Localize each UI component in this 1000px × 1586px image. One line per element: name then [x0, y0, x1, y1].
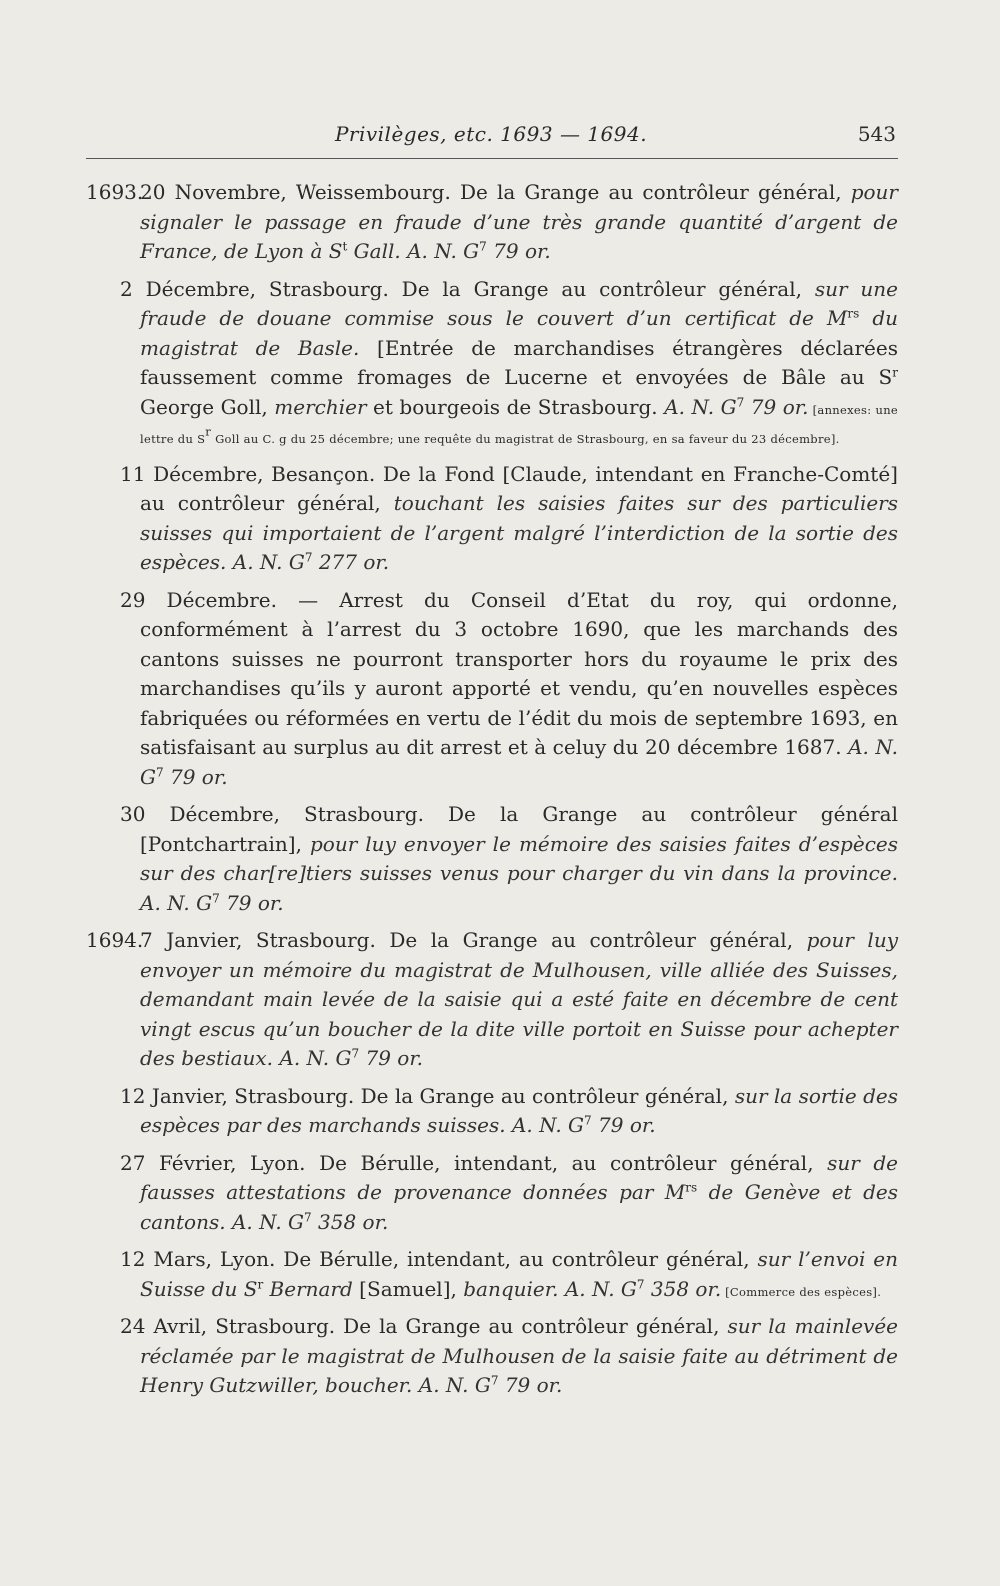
entry-summary: pour luy envoyer le mémoire des saisies faites d’espèces sur des char[re]tiers suisses venus pour charger du vin dans la province. A. N. G: [140, 831, 898, 915]
entry-text: et bourgeois de Strasbourg.: [366, 394, 665, 419]
superscript: 7: [155, 764, 164, 779]
superscript: r: [205, 424, 212, 439]
entry-1693-11-20: [86, 178, 898, 267]
entry-summary: Bernard: [263, 1276, 353, 1301]
entry-year: 1693.: [86, 180, 144, 204]
running-title: Privilèges, etc. 1693 — 1694.: [334, 122, 648, 146]
entry-1694-01-12: [86, 1082, 898, 1141]
entry-reference: A. N. G: [140, 735, 898, 789]
entry-1693-12-02: [86, 275, 898, 452]
entry-summary: sur une fraude de douane commise sous le couvert d’un certificat de M: [140, 276, 898, 330]
document-body: [86, 178, 898, 1409]
entry-reference: 358 or.: [311, 1209, 389, 1234]
entry-reference: 79 or.: [359, 1046, 424, 1070]
entry-summary: touchant les saisies faites sur des particuliers suisses qui importaient de l’argent malgré l’interdiction de la sortie des espèces. A. N. G: [140, 491, 899, 574]
entry-date: 20 Novembre, Weissembourg.: [140, 180, 451, 204]
superscript: 7: [304, 1209, 312, 1224]
entry-reference: 79 or.: [486, 239, 551, 263]
superscript: t: [342, 239, 348, 254]
entry-text: De la Grange au contrôleur général,: [450, 180, 851, 204]
entry-date: 12 Janvier, Strasbourg.: [120, 1083, 355, 1108]
entry-1694-03-12: [86, 1245, 898, 1304]
header-rule: [86, 158, 898, 159]
superscript: 7: [584, 1113, 592, 1128]
entry-text: De la Grange au contrôleur général,: [375, 928, 807, 952]
superscript: 7: [636, 1276, 645, 1291]
entry-summary: pour signaler le passage en fraude d’une très grande quantité d’argent de France, de Lyon à S: [140, 180, 898, 263]
page-header: [86, 122, 896, 152]
entry-1694-01-07: [86, 926, 898, 1074]
superscript: 7: [736, 394, 745, 409]
entry-note: [annexes: une lettre du S: [140, 402, 899, 446]
entry-reference: 79 or.: [219, 890, 284, 915]
entry-text: — Arrest du Conseil d’Etat du roy, qui ordonne, conformément à l’arrest du 3 octobre 1690, que les marchands des cantons suisses ne pourront transporter hors du royaume le prix des marchandises qu’ils y auront apporté et vendu, qu’en nouvelles espèces fabriquées ou réformées en vertu de l’édit du mois de septembre 1693, en satisfaisant au surplus au dit arrest et à celuy du 20 décembre 1687.: [140, 587, 898, 759]
entry-reference: 79 or.: [591, 1113, 656, 1137]
entry-text: De la Grange au contrôleur général [Pontchartrain],: [140, 802, 898, 856]
superscript: 7: [212, 890, 220, 905]
entry-reference: A. N. G: [664, 394, 737, 419]
entry-summary: du magistrat de Basle.: [140, 306, 898, 360]
entry-summary: banquier. A. N. G: [463, 1276, 637, 1301]
superscript: rs: [847, 306, 860, 321]
entry-1693-12-29: [86, 586, 898, 793]
entry-1694-04-24: [86, 1312, 898, 1401]
entry-text: De la Grange au contrôleur général,: [388, 276, 815, 301]
superscript: r: [892, 365, 898, 380]
entry-reference: 79 or.: [744, 394, 809, 419]
entry-text: George Goll,: [140, 394, 275, 419]
entry-date: 30 Décembre, Strasbourg.: [120, 802, 424, 826]
entry-reference: 277 or.: [312, 550, 390, 574]
entry-1693-12-30: [86, 800, 898, 918]
entry-reference: 79 or.: [498, 1373, 563, 1397]
superscript: 7: [351, 1046, 360, 1061]
entry-1694-02-27: [86, 1149, 898, 1238]
entry-year: 1694.: [86, 928, 144, 952]
entry-date: 29 Décembre.: [120, 587, 277, 612]
entry-1693-12-11: [86, 460, 898, 578]
page-number: 543: [857, 122, 896, 146]
entry-reference: Gall. A. N. G: [347, 239, 480, 263]
superscript: rs: [685, 1180, 698, 1195]
superscript: 7: [304, 550, 313, 565]
entry-date: 2 Décembre, Strasbourg.: [120, 276, 389, 301]
entry-date: 24 Avril, Strasbourg.: [120, 1314, 336, 1338]
entry-note: Goll au C. g du 25 décembre; une requête du magistrat de Strasbourg, en sa faveur du 23 décembre].: [211, 432, 840, 446]
entry-text: [Samuel],: [352, 1276, 464, 1301]
entry-text: De la Grange au contrôleur général,: [335, 1314, 728, 1338]
entry-reference: 79 or.: [163, 764, 228, 789]
entry-text: De la Grange au contrôleur général,: [354, 1083, 735, 1108]
superscript: 7: [490, 1373, 499, 1388]
entry-text: De Bérulle, intendant, au contrôleur général,: [305, 1150, 828, 1175]
entry-text: De Bérulle, intendant, au contrôleur général,: [275, 1247, 758, 1271]
entry-reference: 358 or.: [644, 1276, 722, 1301]
superscript: 7: [479, 239, 487, 254]
entry-summary: sur l’envoi en Suisse du S: [140, 1247, 898, 1301]
superscript: r: [257, 1276, 264, 1291]
entry-summary: pour luy envoyer un mémoire du magistrat de Mulhousen, ville alliée des Suisses, demandant main levée de la saisie qui a esté faite en décembre de cent vingt escus qu’un boucher de la dite ville portoit en Suisse pour achepter des bestiaux. A. N. G: [140, 928, 898, 1070]
entry-text: [Entrée de marchandises étrangères déclarées faussement comme fromages de Lucerne et envoyées de Bâle au S: [140, 335, 898, 389]
entry-date: 11 Décembre, Besançon.: [120, 461, 376, 486]
entry-text: De la Fond [Claude, intendant en Franche-Comté] au contrôleur général,: [140, 461, 898, 515]
entry-summary: sur de fausses attestations de provenance données par M: [140, 1150, 899, 1204]
entry-summary: sur la sortie des espèces par des marchands suisses. A. N. G: [140, 1083, 898, 1137]
entry-summary: de Genève et des cantons. A. N. G: [140, 1180, 898, 1234]
entry-date: 27 Février, Lyon.: [120, 1150, 306, 1175]
entry-summary: sur la mainlevée réclamée par le magistrat de Mulhousen de la saisie faite au détriment de Henry Gutzwiller, boucher. A. N. G: [140, 1314, 898, 1397]
entry-date: 7 Janvier, Strasbourg.: [140, 928, 376, 952]
entry-note: [Commerce des espèces].: [721, 1284, 882, 1299]
entry-date: 12 Mars, Lyon.: [120, 1247, 276, 1271]
entry-term: merchier: [274, 394, 367, 419]
